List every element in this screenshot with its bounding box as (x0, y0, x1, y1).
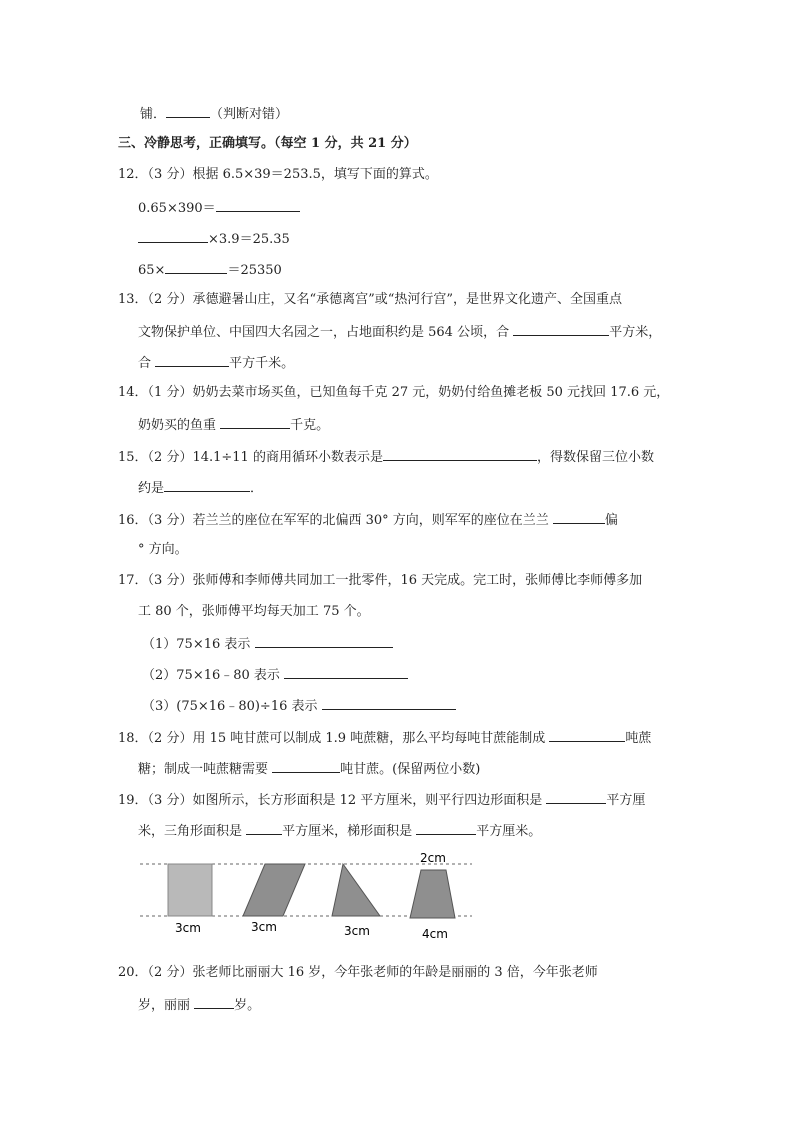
q17c2-text: （2）75×16﹣80 表示 (142, 668, 285, 683)
q12-item-c (138, 259, 282, 281)
q17-line-1: 17．（3 分）张师傅和李师傅共同加工一批零件，16 天完成。完工时，张师傅比李师傅多加 (118, 573, 643, 588)
q15a-text-2: ，得数保留三位小数 (536, 450, 654, 465)
rectangle-shape (168, 864, 212, 916)
q17c3-text: （3）(75×16﹣80)÷16 表示 (142, 699, 322, 714)
answer-blank[interactable] (194, 994, 234, 1009)
answer-blank[interactable] (553, 509, 605, 524)
section-3-heading: 三、冷静思考，正确填写。（每空 1 分，共 21 分） (118, 136, 417, 151)
q12a-text: 0.65×390＝ (138, 201, 216, 216)
q14b-text: 奶奶买的鱼重 (138, 418, 221, 433)
answer-blank[interactable] (284, 664, 408, 679)
answer-blank[interactable] (322, 695, 456, 710)
triangle-shape (332, 864, 380, 916)
q14-line-2 (138, 414, 329, 436)
q18b-text: 糖；制成一吨蔗糖需要 (138, 762, 273, 777)
answer-blank[interactable] (220, 414, 290, 429)
q12-item-b (138, 228, 290, 250)
q19b-text-3: 平方厘米。 (476, 824, 542, 839)
answer-blank[interactable] (164, 477, 250, 492)
q16-line-1 (118, 509, 618, 531)
q17-sub-2 (142, 664, 408, 686)
q14b-text-2: 千克。 (290, 418, 330, 433)
q18b-text-2: 吨甘蔗。(保留两位小数) (340, 762, 481, 777)
rect-base-label: 3cm (175, 921, 201, 935)
q13b-text: 文物保护单位、中国四大名园之一，占地面积约是 564 公顷，合 (138, 325, 514, 340)
trapezoid-shape (410, 870, 455, 918)
q20-line-1: 20．（2 分）张老师比丽丽大 16 岁，今年张老师的年龄是丽丽的 3 倍，今年张老师 (118, 965, 598, 980)
q13b-text-2: 平方米， (609, 325, 662, 340)
q19-line-1 (118, 789, 645, 811)
q19b-text-2: 平方厘米，梯形面积是 (282, 824, 417, 839)
q11-tail-text: 铺． (140, 107, 167, 122)
q17-line-2: 工 80 个，张师傅平均每天加工 75 个。 (138, 604, 370, 619)
q13c-text-2: 平方千米。 (229, 356, 295, 371)
q11-tail-text-2: （判断对错） (210, 107, 289, 122)
q12b-text: ×3.9＝25.35 (208, 232, 290, 247)
q18-line-2 (138, 758, 480, 780)
q13-line-3 (138, 352, 294, 374)
q20b-text-2: 岁。 (234, 998, 261, 1013)
q17-sub-3 (142, 695, 456, 717)
q12c-text-2: ＝25350 (227, 263, 282, 278)
trapezoid-top-label: 2cm (420, 851, 446, 865)
q17-sub-1 (142, 633, 393, 655)
q12-item-a (138, 197, 300, 219)
q12-stem: 12．（3 分）根据 6.5×39＝253.5，填写下面的算式。 (118, 167, 438, 182)
q19a-text: 19．（3 分）如图所示，长方形面积是 12 平方厘米，则平行四边形面积是 (118, 793, 547, 808)
answer-blank[interactable] (383, 446, 537, 461)
answer-blank[interactable] (416, 820, 476, 835)
parallelogram-base-label: 3cm (251, 920, 277, 934)
q20b-text: 岁，丽丽 (138, 998, 195, 1013)
q15-line-2 (138, 477, 263, 499)
answer-blank[interactable] (546, 789, 606, 804)
q13-line-1: 13．（2 分）承德避暑山庄，又名“承德离宫”或“热河行宫”，是世界文化遗产、全国重点 (118, 292, 623, 307)
q17c1-text: （1）75×16 表示 (142, 637, 255, 652)
answer-blank[interactable] (155, 352, 229, 367)
q19a-text-2: 平方厘 (606, 793, 646, 808)
q11-tail (140, 103, 288, 125)
answer-blank[interactable] (216, 197, 300, 212)
trapezoid-bottom-label: 4cm (422, 927, 448, 941)
answer-blank[interactable] (272, 758, 340, 773)
q14-line-1: 14．（1 分）奶奶去菜市场买鱼，已知鱼每千克 27 元，奶奶付给鱼摊老板 50 元找回 17.6 元， (118, 385, 670, 400)
q12c-text: 65× (138, 263, 166, 278)
q18a-text-2: 吨蔗 (625, 731, 652, 746)
q13c-text: 合 (138, 356, 156, 371)
answer-blank[interactable] (166, 103, 210, 118)
q15-line-1 (118, 446, 654, 468)
q13-line-2 (138, 321, 661, 343)
triangle-base-label: 3cm (344, 924, 370, 938)
q15b-text: 约是 (138, 481, 165, 496)
q18a-text: 18．（2 分）用 15 吨甘蔗可以制成 1.9 吨蔗糖，那么平均每吨甘蔗能制成 (118, 731, 550, 746)
answer-blank[interactable] (165, 259, 227, 274)
q19b-text: 米，三角形面积是 (138, 824, 247, 839)
answer-blank[interactable] (549, 727, 625, 742)
answer-blank[interactable] (138, 228, 208, 243)
q18-line-1 (118, 727, 651, 749)
q15a-text: 15．（2 分）14.1÷11 的商用循环小数表示是 (118, 450, 383, 465)
q16a-text-2: 偏 (604, 513, 618, 528)
answer-blank[interactable] (246, 820, 282, 835)
answer-blank[interactable] (255, 633, 393, 648)
q19-figure (140, 846, 540, 946)
parallelogram-shape (243, 864, 305, 916)
q15b-text-2: ． (250, 481, 264, 496)
q16a-text: 16．（3 分）若兰兰的座位在军军的北偏西 30° 方向，则军军的座位在兰兰 (118, 513, 553, 528)
answer-blank[interactable] (513, 321, 609, 336)
q19-line-2 (138, 820, 541, 842)
q16-line-2: ° 方向。 (138, 542, 188, 557)
q20-line-2 (138, 994, 260, 1016)
